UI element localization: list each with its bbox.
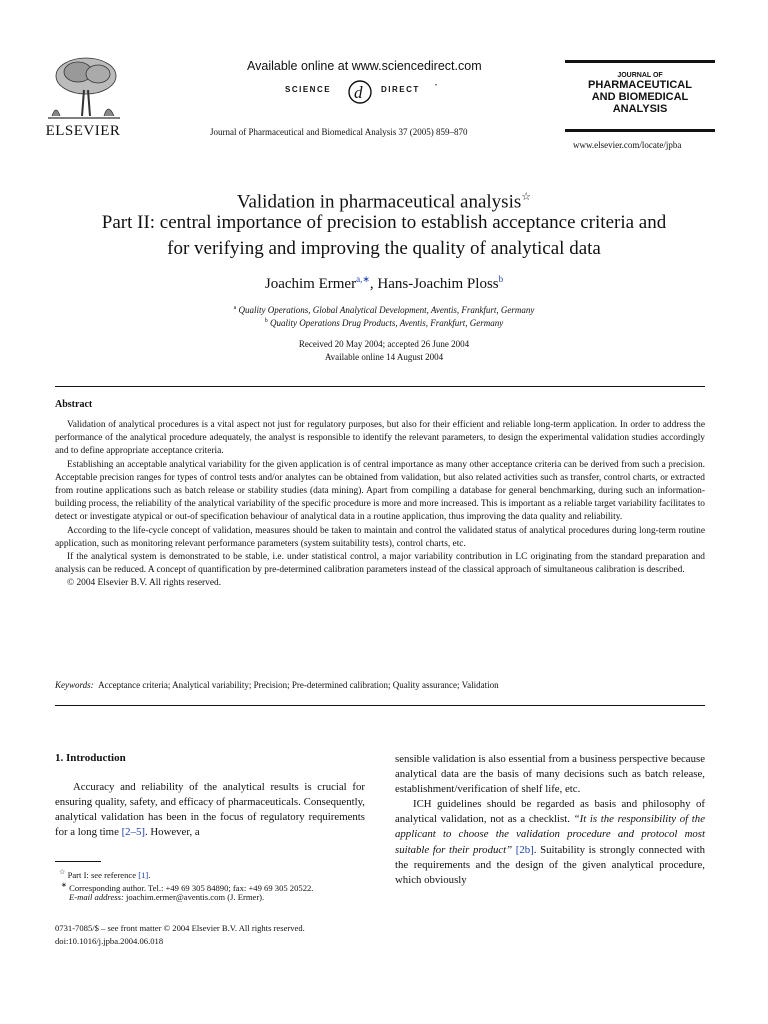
title-footnote-mark[interactable]: ☆ bbox=[521, 191, 532, 203]
intro-right-column bbox=[395, 752, 705, 888]
front-matter bbox=[55, 922, 305, 948]
received-date: Received 20 May 2004; accepted 26 June 2004 bbox=[298, 339, 470, 349]
sciencedirect-logo bbox=[285, 77, 455, 107]
publisher-name: ELSEVIER bbox=[45, 123, 121, 139]
section-heading-introduction: 1. Introduction bbox=[55, 752, 126, 764]
footnote-2-mark: ∗ bbox=[61, 881, 67, 889]
author-1-affiliation[interactable]: a,∗ bbox=[356, 274, 370, 284]
paper-title-main: Validation in pharmaceutical analysis bbox=[236, 191, 522, 213]
intro-paragraph-1 bbox=[55, 780, 365, 840]
intro-paragraph-1-text: Accuracy and reliability of the analytical results is crucial for ensuring quality, safety, and efficacy of pharmaceuticals. Consequently, analytical validation has been in the focus of regulatory requirements for a long time bbox=[55, 781, 365, 839]
intro-right-paragraph-2 bbox=[395, 797, 705, 888]
footnote-email bbox=[69, 891, 379, 903]
intro-paragraph-1-tail: . However, a bbox=[144, 826, 200, 839]
footnote-1-mark: ☆ bbox=[59, 868, 66, 876]
abstract-copyright: © 2004 Elsevier B.V. All rights reserved. bbox=[67, 578, 222, 589]
svg-text:d: d bbox=[354, 83, 363, 102]
sd-d-icon bbox=[345, 77, 375, 107]
sd-left-text: SCIENCE bbox=[285, 85, 332, 94]
intro-right-paragraph-1: sensible validation is also essential from a business perspective because analytical data are the basis of many decisions such as batch release, establishment/verification of shelf life, etc. bbox=[395, 753, 705, 796]
author-list bbox=[0, 274, 768, 293]
author-1: Joachim Ermer bbox=[264, 276, 357, 292]
footnote-rule bbox=[55, 861, 101, 862]
affiliation-a bbox=[0, 305, 768, 315]
abstract-heading: Abstract bbox=[55, 399, 93, 410]
ich-quote: “It is the responsibility of the applicant to choose the validation procedure and protocol most suitable for their product” bbox=[395, 813, 705, 856]
abstract-bottom-rule bbox=[55, 705, 705, 706]
journal-box-line1: JOURNAL OF bbox=[617, 72, 663, 79]
elsevier-tree-logo bbox=[38, 52, 128, 124]
abstract-body bbox=[55, 419, 705, 591]
available-online-text: Available online at www.sciencedirect.com bbox=[247, 59, 482, 73]
paper-title-line2: Part II: central importance of precision to establish acceptance criteria and bbox=[101, 212, 667, 233]
paper-title-line3: for verifying and improving the quality of analytical data bbox=[167, 238, 601, 259]
intro-right-paragraph-2-tail: . Suitability is strongly connected with the requirements and the design of the given analytical procedure, which obviously bbox=[395, 843, 705, 886]
abstract-paragraph-1: Validation of analytical procedures is a vital aspect not just for regulatory purposes, but also for their efficient and reliable long-term application. In order to address the performance of the analytical procedure adequately, the analyst is responsible to identify the relevant parameters, to design the experimental validation studies accordingly and to define appropriate acceptance criteria. bbox=[55, 420, 705, 457]
online-date: Available online 14 August 2004 bbox=[324, 352, 444, 362]
issn-line: 0731-7085/$ – see front matter © 2004 Elsevier B.V. All rights reserved. bbox=[55, 923, 305, 933]
footnote-1: ☆ Part I: see reference [1]. bbox=[59, 868, 151, 880]
citation-1[interactable]: [1] bbox=[138, 869, 149, 880]
email-label: E-mail address: bbox=[69, 892, 124, 902]
affiliation-b-text: Quality Operations Drug Products, Aventis, Frankfurt, Germany bbox=[270, 318, 504, 328]
doi-line: doi:10.1016/j.jpba.2004.06.018 bbox=[55, 936, 164, 946]
affiliation-a-mark: a bbox=[233, 305, 237, 311]
intro-left-column bbox=[55, 780, 365, 840]
email-address[interactable]: joachim.ermer@aventis.com (J. Ermer). bbox=[125, 892, 265, 902]
journal-url[interactable]: www.elsevier.com/locate/jpba bbox=[573, 140, 682, 150]
abstract-top-rule bbox=[55, 386, 705, 387]
keywords-label: Keywords: bbox=[55, 680, 94, 690]
author-2-affiliation[interactable]: b bbox=[498, 274, 504, 284]
author-2: Hans-Joachim Ploss bbox=[377, 276, 499, 292]
footnote-2-text: Corresponding author. Tel.: +49 69 305 84890; fax: +49 69 305 20522. bbox=[69, 882, 314, 893]
journal-citation: Journal of Pharmaceutical and Biomedical Analysis 37 (2005) 859–870 bbox=[210, 127, 468, 137]
author-separator: , bbox=[369, 276, 378, 292]
journal-box-line2: PHARMACEUTICAL bbox=[588, 79, 692, 91]
abstract-paragraph-3: According to the life-cycle concept of validation, measures should be taken to maintain and control the validated status of analytical procedures during long-term routine application, such as monitoring relevant performance parameters (system suitability tests), control charts, etc. bbox=[55, 525, 705, 549]
abstract-paragraph-2: Establishing an acceptable analytical variability for the given application is of central importance as many other acceptance criteria can be derived from such a precision. Acceptable precision ranges for types of control tests and/or analytes can be obtained from validation, but also related activities such as transfer, control charts, or extracted from routine applications such as batch release or stability studies (data mining). Apart from compiling a database for general benchmarking, during such an information-building process, the reliability of the analytical variability of the specific procedure is more and more increased. This is important as a reliable target variability facilitates to detect or investigate atypical or out-of specification behaviour of analytical data in a routine application, thus improving the data quality and reliability. bbox=[55, 459, 705, 523]
abstract-paragraph-4: If the analytical system is demonstrated to be stable, i.e. under statistical control, a major variability contribution in LC originating from the standard preparation and analysis can be reduced. A concept of quantification by pre-determined calibration parameters instead of the classical approach of simultaneous calibration is described. bbox=[55, 552, 705, 576]
keywords-list: Acceptance criteria; Analytical variability; Precision; Pre-determined calibration; Quality assurance; Validation bbox=[98, 680, 499, 690]
affiliation-a-text: Quality Operations, Global Analytical Development, Aventis, Frankfurt, Germany bbox=[238, 305, 535, 315]
intro-right-paragraph-2-text: ICH guidelines should be regarded as basis and philosophy of analytical validation, not as a checklist. bbox=[395, 798, 705, 826]
keywords bbox=[55, 680, 499, 690]
sd-registered: • bbox=[435, 83, 438, 89]
citation-2-5[interactable]: [2–5] bbox=[121, 826, 145, 839]
footnote-1-text: Part I: see reference bbox=[67, 869, 139, 880]
journal-box-line3: AND BIOMEDICAL bbox=[591, 91, 689, 103]
journal-box-line4: ANALYSIS bbox=[612, 103, 668, 115]
citation-2b[interactable]: [2b] bbox=[515, 843, 534, 856]
affiliation-b bbox=[0, 318, 768, 328]
journal-title-box bbox=[565, 60, 715, 132]
sd-right-text: DIRECT bbox=[381, 85, 420, 94]
affiliation-b-mark: b bbox=[264, 318, 268, 324]
